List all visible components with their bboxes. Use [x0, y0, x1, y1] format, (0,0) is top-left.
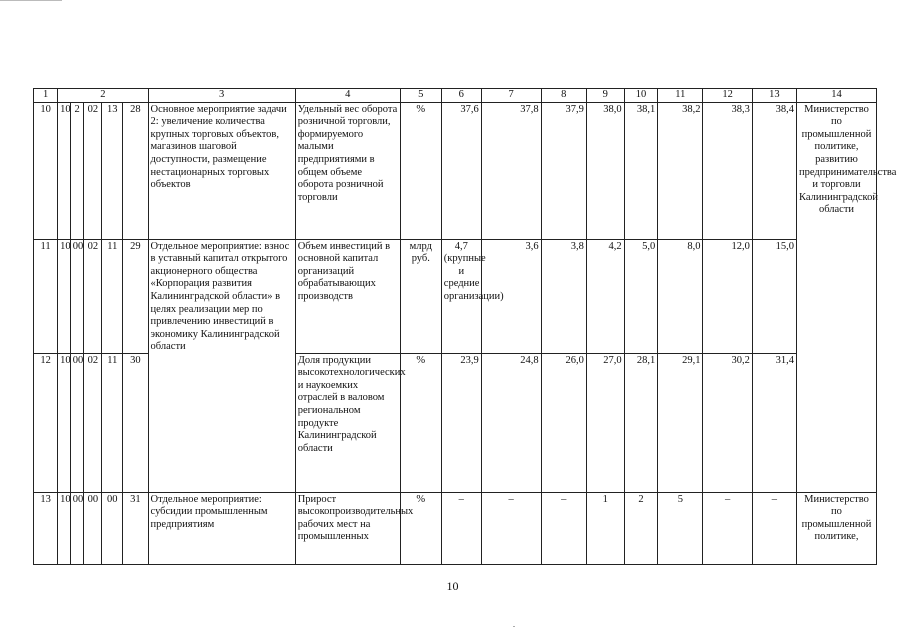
value-cell: 38,1	[624, 102, 658, 239]
value-cell: 31,4	[752, 353, 796, 492]
code-cell: 10	[58, 102, 71, 239]
unit-cell: %	[400, 102, 441, 239]
value-cell: 26,0	[541, 353, 586, 492]
header-cell: 3	[148, 89, 295, 103]
value-cell: 5,0	[624, 239, 658, 353]
value-cell: 5	[658, 492, 703, 564]
code-cell: 29	[123, 239, 148, 353]
value-cell: 38,3	[703, 102, 752, 239]
row-number: 12	[34, 353, 58, 492]
code-cell: 00	[70, 239, 84, 353]
value-cell: 38,4	[752, 102, 796, 239]
code-cell: 13	[102, 102, 123, 239]
scan-speck	[513, 626, 515, 627]
event-cell: Отдельное мероприятие: взнос в уставный капитал открытого акционерного общества «Корпорация развития Калининградской области» в целях реализации мер по привлечению инвестиций в экономику Калининградской области	[148, 239, 295, 492]
code-cell: 02	[84, 239, 102, 353]
code-cell: 30	[123, 353, 148, 492]
header-cell: 12	[703, 89, 752, 103]
header-cell: 10	[624, 89, 658, 103]
code-cell: 28	[123, 102, 148, 239]
row-number: 13	[34, 492, 58, 564]
header-cell: 2	[58, 89, 148, 103]
code-cell: 10	[58, 239, 71, 353]
header-cell: 4	[295, 89, 400, 103]
value-cell: 12,0	[703, 239, 752, 353]
value-cell: 15,0	[752, 239, 796, 353]
indicator-cell: Удельный вес оборота розничной торговли, формируемого малыми предприятиями в общем объеме оборота розничной торговли	[295, 102, 400, 239]
code-cell: 02	[84, 353, 102, 492]
value-cell: –	[441, 492, 481, 564]
responsible-cell: Министерство по промышленной политике,	[796, 492, 876, 564]
value-cell: 28,1	[624, 353, 658, 492]
value-cell: 29,1	[658, 353, 703, 492]
scan-edge-mark	[0, 0, 62, 4]
code-cell: 2	[70, 102, 84, 239]
value-cell: 2	[624, 492, 658, 564]
code-cell: 11	[102, 353, 123, 492]
program-table	[33, 88, 897, 565]
value-cell: –	[541, 492, 586, 564]
value-cell: 4,7 (крупные и средние организации)	[441, 239, 481, 353]
value-cell: 4,2	[586, 239, 624, 353]
value-cell: 37,6	[441, 102, 481, 239]
unit-cell: %	[400, 353, 441, 492]
header-cell: 14	[796, 89, 876, 103]
value-cell: 3,8	[541, 239, 586, 353]
code-cell: 10	[58, 492, 71, 564]
header-cell: 1	[34, 89, 58, 103]
code-cell: 00	[84, 492, 102, 564]
event-cell: Отдельное мероприятие: субсидии промышленным предприятиям	[148, 492, 295, 564]
table-header-row	[34, 89, 877, 103]
responsible-cell: Министерство по промышленной политике, развитию предпринимательства и торговли Калининградской области	[796, 102, 876, 492]
page-number: 10	[446, 579, 459, 593]
value-cell: 23,9	[441, 353, 481, 492]
value-cell: 38,0	[586, 102, 624, 239]
indicator-cell: Доля продукции высокотехнологических и наукоемких отраслей в валовом региональном продукте Калининградской области	[295, 353, 400, 492]
code-cell: 00	[102, 492, 123, 564]
value-cell: 1	[586, 492, 624, 564]
value-cell: 30,2	[703, 353, 752, 492]
code-cell: 02	[84, 102, 102, 239]
value-cell: 27,0	[586, 353, 624, 492]
value-cell: 24,8	[481, 353, 541, 492]
value-cell: 37,8	[481, 102, 541, 239]
header-cell: 6	[441, 89, 481, 103]
code-cell: 10	[58, 353, 71, 492]
table-row	[34, 102, 877, 239]
header-cell: 7	[481, 89, 541, 103]
unit-cell: млрд руб.	[400, 239, 441, 353]
value-cell: 3,6	[481, 239, 541, 353]
header-cell: 11	[658, 89, 703, 103]
header-cell: 8	[541, 89, 586, 103]
header-cell: 13	[752, 89, 796, 103]
code-cell: 00	[70, 353, 84, 492]
table-row	[34, 492, 877, 564]
code-cell: 31	[123, 492, 148, 564]
value-cell: 8,0	[658, 239, 703, 353]
value-cell: –	[703, 492, 752, 564]
value-cell: 37,9	[541, 102, 586, 239]
code-cell: 00	[70, 492, 84, 564]
value-cell: –	[752, 492, 796, 564]
indicator-cell: Прирост высокопроизводительных рабочих мест на промышленных	[295, 492, 400, 564]
code-cell: 11	[102, 239, 123, 353]
header-cell: 9	[586, 89, 624, 103]
value-cell: 38,2	[658, 102, 703, 239]
row-number: 11	[34, 239, 58, 353]
row-number: 10	[34, 102, 58, 239]
value-cell: –	[481, 492, 541, 564]
table-row	[34, 239, 877, 353]
header-cell: 5	[400, 89, 441, 103]
unit-cell: %	[400, 492, 441, 564]
indicator-cell: Объем инвестиций в основной капитал организаций обрабатывающих производств	[295, 239, 400, 353]
event-cell: Основное мероприятие задачи 2: увеличение количества крупных торговых объектов, магазинов шаговой доступности, размещение нестационарных торговых объектов	[148, 102, 295, 239]
